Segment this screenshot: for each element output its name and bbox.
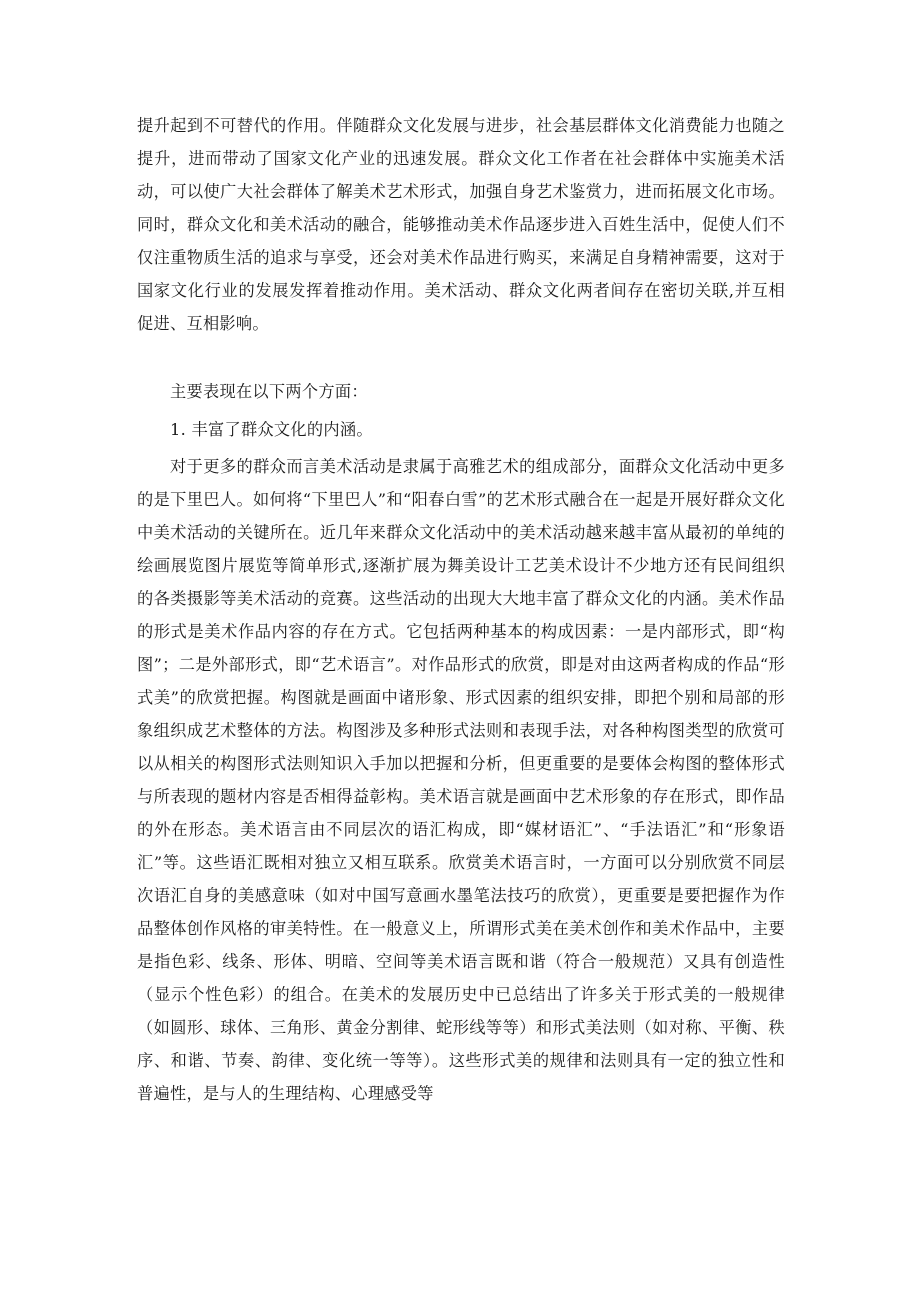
- paragraph-body: 对于更多的群众而言美术活动是隶属于高雅艺术的组成部分，面群众文化活动中更多的是下里巴人。如何将“下里巴人”和“阳春白雪”的艺术形式融合在一起是开展好群众文化中美术活动的关键所在。近几年来群众文化活动中的美术活动越来越丰富从最初的单纯的绘画展览图片展览等简单形式,逐渐扩展为舞美设计工艺美术设计不少地方还有民间组织的各类摄影等美术活动的竞赛。这些活动的出现大大地丰富了群众文化的内涵。美术作品的形式是美术作品内容的存在方式。它包括两种基本的构成因素：一是内部形式，即“构图”；二是外部形式，即“艺术语言”。对作品形式的欣赏，即是对由这两者构成的作品“形式美”的欣赏把握。构图就是画面中诸形象、形式因素的组织安排，即把个别和局部的形象组织成艺术整体的方法。构图涉及多种形式法则和表现手法，对各种构图类型的欣赏可以从相关的构图形式法则知识入手加以把握和分析，但更重要的是要体会构图的整体形式与所表现的题材内容是否相得益彰构。美术语言就是画面中艺术形象的存在形式，即作品的外在形态。美术语言由不同层次的语汇构成，即“媒材语汇”、“手法语汇”和“形象语汇”等。这些语汇既相对独立又相互联系。欣赏美术语言时，一方面可以分别欣赏不同层次语汇自身的美感意味（如对中国写意画水墨笔法技巧的欣赏），更重要是要把握作为作品整体创作风格的审美特性。在一般意义上，所谓形式美在美术创作和美术作品中，主要是指色彩、线条、形体、明暗、空间等美术语言既和谐（符合一般规范）又具有创造性（显示个性色彩）的组合。在美术的发展历史中已总结出了许多关于形式美的一般规律（如圆形、球体、三角形、黄金分割律、蛇形线等等）和形式美法则（如对称、平衡、秩序、和谐、节奏、韵律、变化统一等等）。这些形式美的规律和法则具有一定的独立性和普遍性，是与人的生理结构、心理感受等: [137, 457, 785, 1103]
- paragraph-continuation: 提升起到不可替代的作用。伴随群众文化发展与进步，社会基层群体文化消费能力也随之提升，进而带动了国家文化产业的迅速发展。群众文化工作者在社会群体中实施美术活动，可以使广大社会群体了解美术艺术形式，加强自身艺术鉴赏力，进而拓展文化市场。同时，群众文化和美术活动的融合，能够推动美术作品逐步进入百姓生活中，促使人们不仅注重物质生活的追求与享受，还会对美术作品进行购买，来满足自身精神需要，这对于国家文化行业的发展发挥着推动作用。美术活动、群众文化两者间存在密切关联,并互相促进、互相影响。: [137, 116, 785, 333]
- section-heading: 1. 丰富了群众文化的内涵。: [170, 420, 373, 439]
- paragraph-intro: 主要表现在以下两个方面：: [170, 382, 368, 401]
